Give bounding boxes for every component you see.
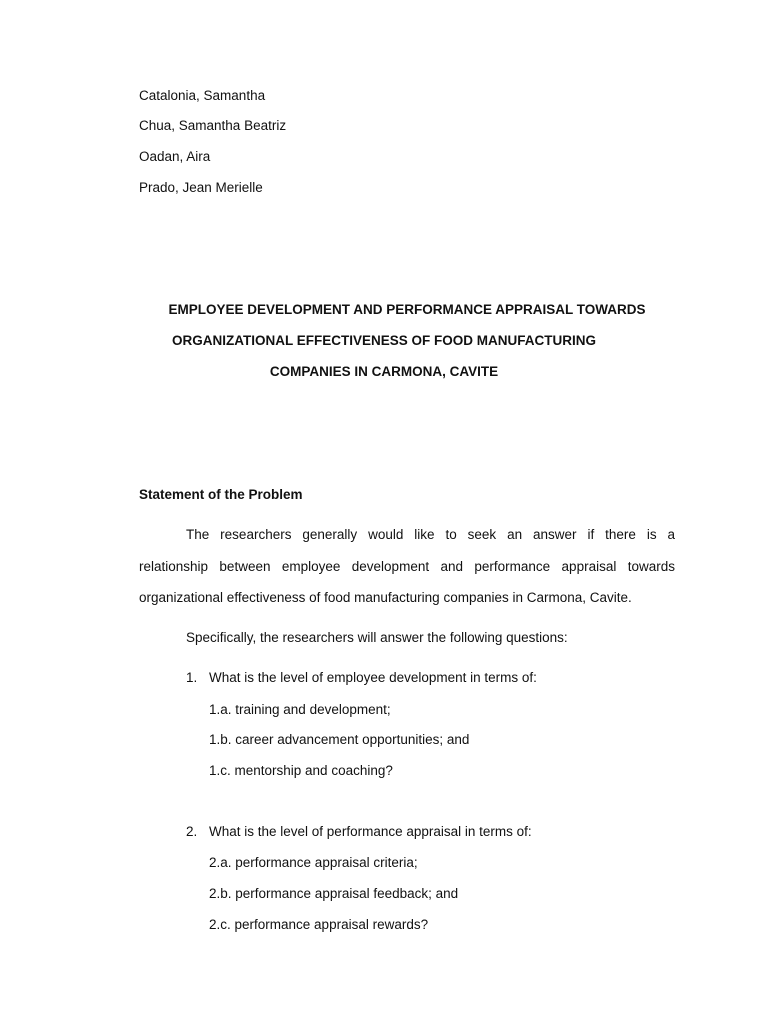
paragraph-line: relationship between employee development and performance appraisal towards	[139, 559, 675, 574]
question-text: What is the level of employee development in terms of:	[209, 670, 537, 685]
question-subitem: 1.a. training and development;	[209, 702, 391, 717]
paragraph-line: Specifically, the researchers will answer the following questions:	[186, 630, 568, 645]
question-subitem: 1.c. mentorship and coaching?	[209, 763, 393, 778]
question-subitem: 2.b. performance appraisal feedback; and	[209, 886, 459, 901]
question-number: 2.	[186, 824, 198, 839]
document-title-line: EMPLOYEE DEVELOPMENT AND PERFORMANCE APPRAISAL TOWARDS	[168, 302, 646, 317]
author-name: Catalonia, Samantha	[139, 88, 266, 103]
author-name: Chua, Samantha Beatriz	[139, 118, 287, 133]
question-subitem: 2.a. performance appraisal criteria;	[209, 855, 418, 870]
question-subitem: 2.c. performance appraisal rewards?	[209, 917, 429, 932]
document-title-line: COMPANIES IN CARMONA, CAVITE	[269, 364, 499, 379]
question-subitem: 1.b. career advancement opportunities; and	[209, 732, 470, 747]
author-name: Oadan, Aira	[139, 149, 211, 164]
document-title-line: ORGANIZATIONAL EFFECTIVENESS OF FOOD MANUFACTURING	[172, 333, 596, 348]
author-name: Prado, Jean Merielle	[139, 180, 263, 195]
paragraph-line: The researchers generally would like to seek an answer if there is a	[186, 527, 675, 542]
section-heading: Statement of the Problem	[139, 487, 303, 502]
question-number: 1.	[186, 670, 198, 685]
paragraph-line: organizational effectiveness of food manufacturing companies in Carmona, Cavite.	[139, 590, 632, 605]
question-text: What is the level of performance appraisal in terms of:	[209, 824, 532, 839]
